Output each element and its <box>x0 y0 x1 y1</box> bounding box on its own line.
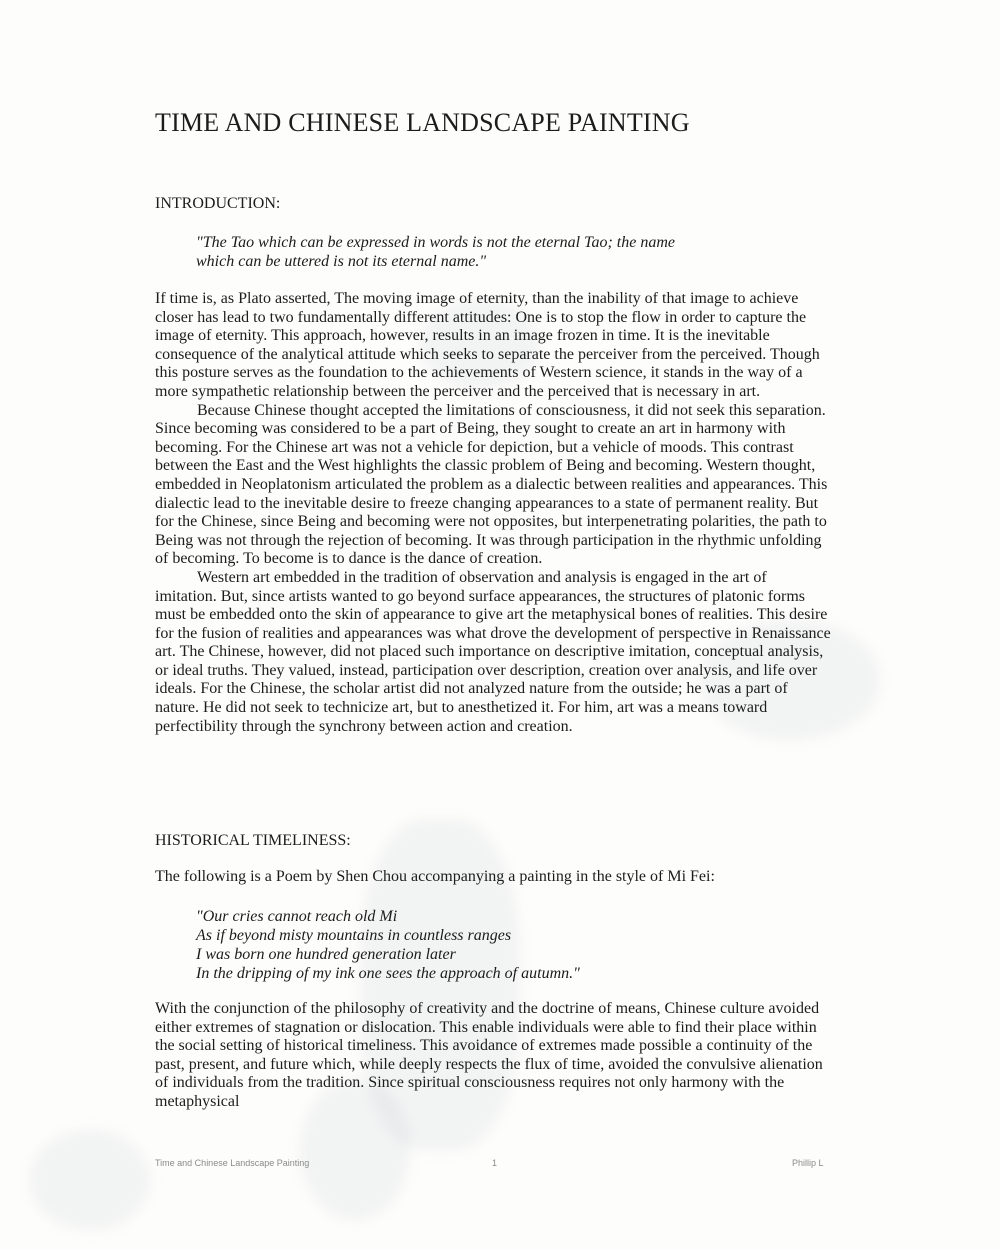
introduction-body <box>155 290 831 736</box>
closing-paragraph: With the conjunction of the philosophy of creativity and the doctrine of means, Chinese culture avoided either extremes of stagnation or dislocation. This enable individuals were able to find their place within the social setting of historical timeliness. This avoidance of extremes made possible a continuity of the past, present, and future which, while deeply respects the flux of time, avoided the convulsive alienation of individuals from the tradition. Since spiritual consciousness requires not only harmony with the metaphysical <box>155 1000 823 1110</box>
intro-quote-line: which can be uttered is not its eternal name." <box>196 253 487 270</box>
paragraph: Western art embedded in the tradition of observation and analysis is engaged in the art of imitation. But, since artists wanted to go beyond surface appearances, the structures of platonic forms must be embedded onto the skin of appearance to give art the metaphysical bones of realities. This desire for the fusion of realities and appearances was what drove the development of perspective in Renaissance art. The Chinese, however, did not placed such importance on descriptive imitation, conceptual analysis, or ideal truths. They valued, instead, participation over description, creation over analysis, and life over ideals. For the Chinese, the scholar artist did not analyzed nature from the outside; he was a part of nature. He did not seek to technicize art, but to anesthetized it. For him, art was a means toward perfectibility through the synchrony between action and creation. <box>155 568 831 735</box>
poem-line: In the dripping of my ink one sees the approach of autumn." <box>196 965 580 982</box>
footer-left: Time and Chinese Landscape Painting <box>155 1158 310 1168</box>
poem-intro: The following is a Poem by Shen Chou accompanying a painting in the style of Mi Fei: <box>155 868 715 885</box>
poem <box>196 907 580 983</box>
footer-right: Phillip L <box>792 1158 824 1168</box>
poem-line: "Our cries cannot reach old Mi <box>196 908 398 925</box>
intro-quote-line: "The Tao which can be expressed in words is not the eternal Tao; the name <box>196 234 675 251</box>
paragraph: If time is, as Plato asserted, The moving image of eternity, than the inability of that image to achieve closer has lead to two fundamentally different attitudes: One is to stop the flow in order to capture the image of eternity. This approach, however, results in an image frozen in time. It is the inevitable consequence of the analytical attitude which seeks to separate the perceiver from the perceived. Though this posture serves as the foundation to the achievements of Western science, it stands in the way of a more sympathetic relationship between the perceiver and the perceived that is necessary in art. <box>155 290 820 400</box>
historical-timeliness-heading: HISTORICAL TIMELINESS: <box>155 832 351 849</box>
document-title: TIME AND CHINESE LANDSCAPE PAINTING <box>155 108 690 137</box>
introduction-heading: INTRODUCTION: <box>155 195 281 212</box>
poem-line: As if beyond misty mountains in countless ranges <box>196 927 512 944</box>
footer-page-number: 1 <box>492 1158 498 1168</box>
intro-quote <box>196 233 675 271</box>
paragraph: Because Chinese thought accepted the limitations of consciousness, it did not seek this separation. Since becoming was considered to be a part of Being, they sought to create an art in harmony with becoming. For the Chinese art was not a vehicle for depiction, but a vehicle of moods. This contrast between the East and the West highlights the classic problem of Being and becoming. Western thought, embedded in Neoplatonism articulated the problem as a dialectic between realities and appearances. This dialectic lead to the inevitable desire to freeze changing appearances to a state of permanent reality. But for the Chinese, since Being and becoming were not opposites, but interpenetrating polarities, the path to Being was not through the rejection of becoming. It was through participation in the rhythmic unfolding of becoming. To become is to dance is the dance of creation. <box>155 401 828 568</box>
poem-line: I was born one hundred generation later <box>196 946 456 963</box>
water-stain <box>30 1130 150 1230</box>
